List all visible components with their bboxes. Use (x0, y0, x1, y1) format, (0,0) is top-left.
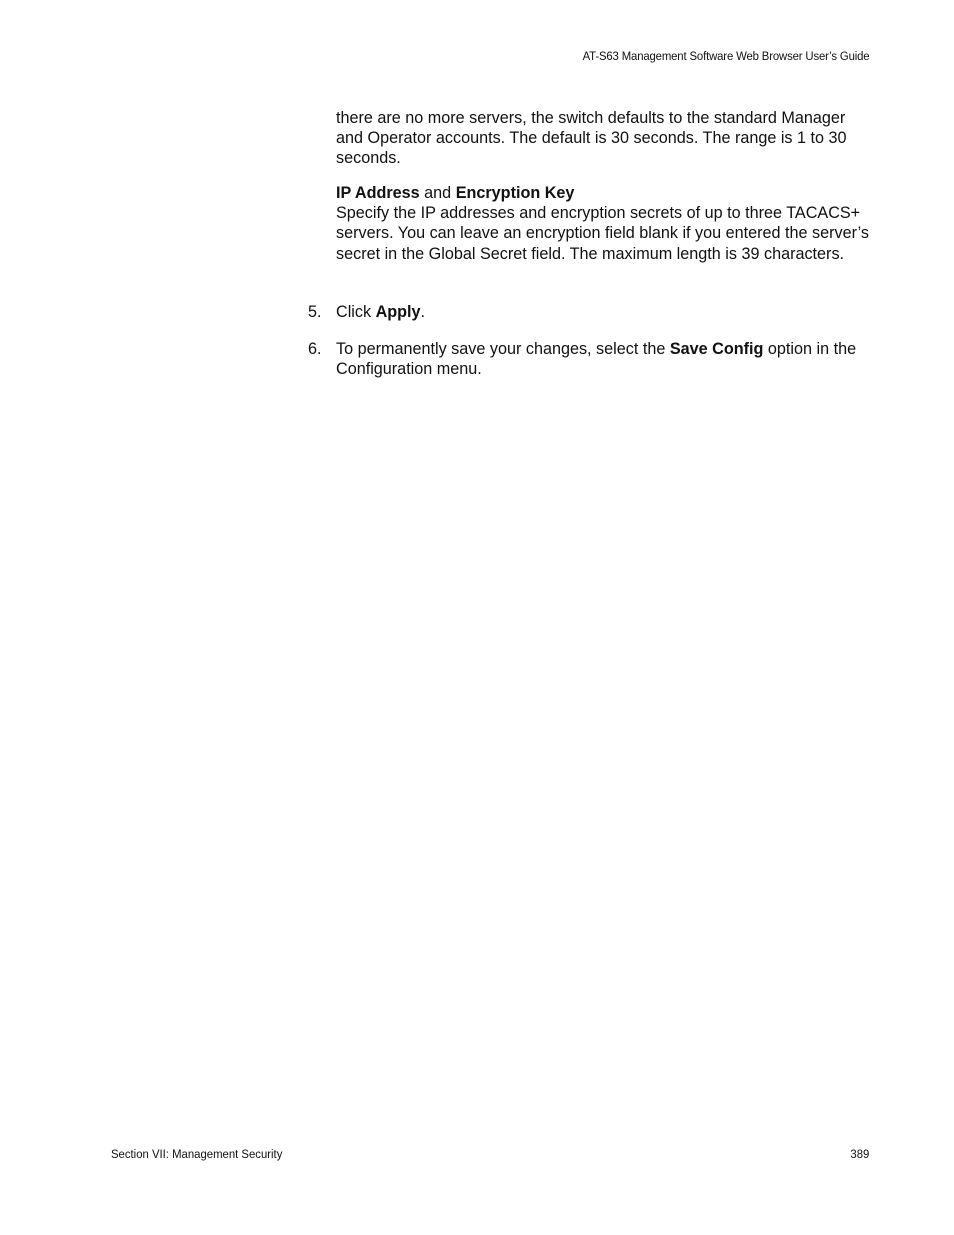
term-description: Specify the IP addresses and encryption secrets of up to three TACACS+ servers. You can leave an encryption field blank if you entered the server’s secret in the Global Secret field. The maximum length is 39 characters. (336, 204, 870, 263)
term-encryption-key: Encryption Key (455, 184, 575, 202)
term-ip-address: IP Address (336, 184, 420, 202)
term-joiner: and (419, 184, 456, 202)
step-text-pre: Click (336, 303, 376, 321)
step-text (336, 302, 876, 322)
term-definition (336, 183, 876, 264)
step-number: 5. (308, 303, 322, 321)
step-text-bold: Save Config (669, 340, 764, 358)
running-header: AT-S63 Management Software Web Browser User’s Guide (582, 49, 869, 63)
step-number: 6. (308, 340, 322, 358)
step-text (336, 339, 876, 379)
step-text-pre: To permanently save your changes, select the (336, 340, 670, 358)
body-paragraph: there are no more servers, the switch defaults to the standard Manager and Operator accounts. The default is 30 seconds. The range is 1 to 30 seconds. (336, 109, 847, 168)
term-heading (336, 183, 876, 203)
footer-page-number: 389 (850, 1147, 869, 1161)
footer-section-title: Section VII: Management Security (111, 1147, 283, 1161)
step-text-post: . (420, 303, 426, 321)
step-text-bold: Apply (375, 303, 421, 321)
step-text-post: option in the Configuration menu. (336, 340, 857, 379)
